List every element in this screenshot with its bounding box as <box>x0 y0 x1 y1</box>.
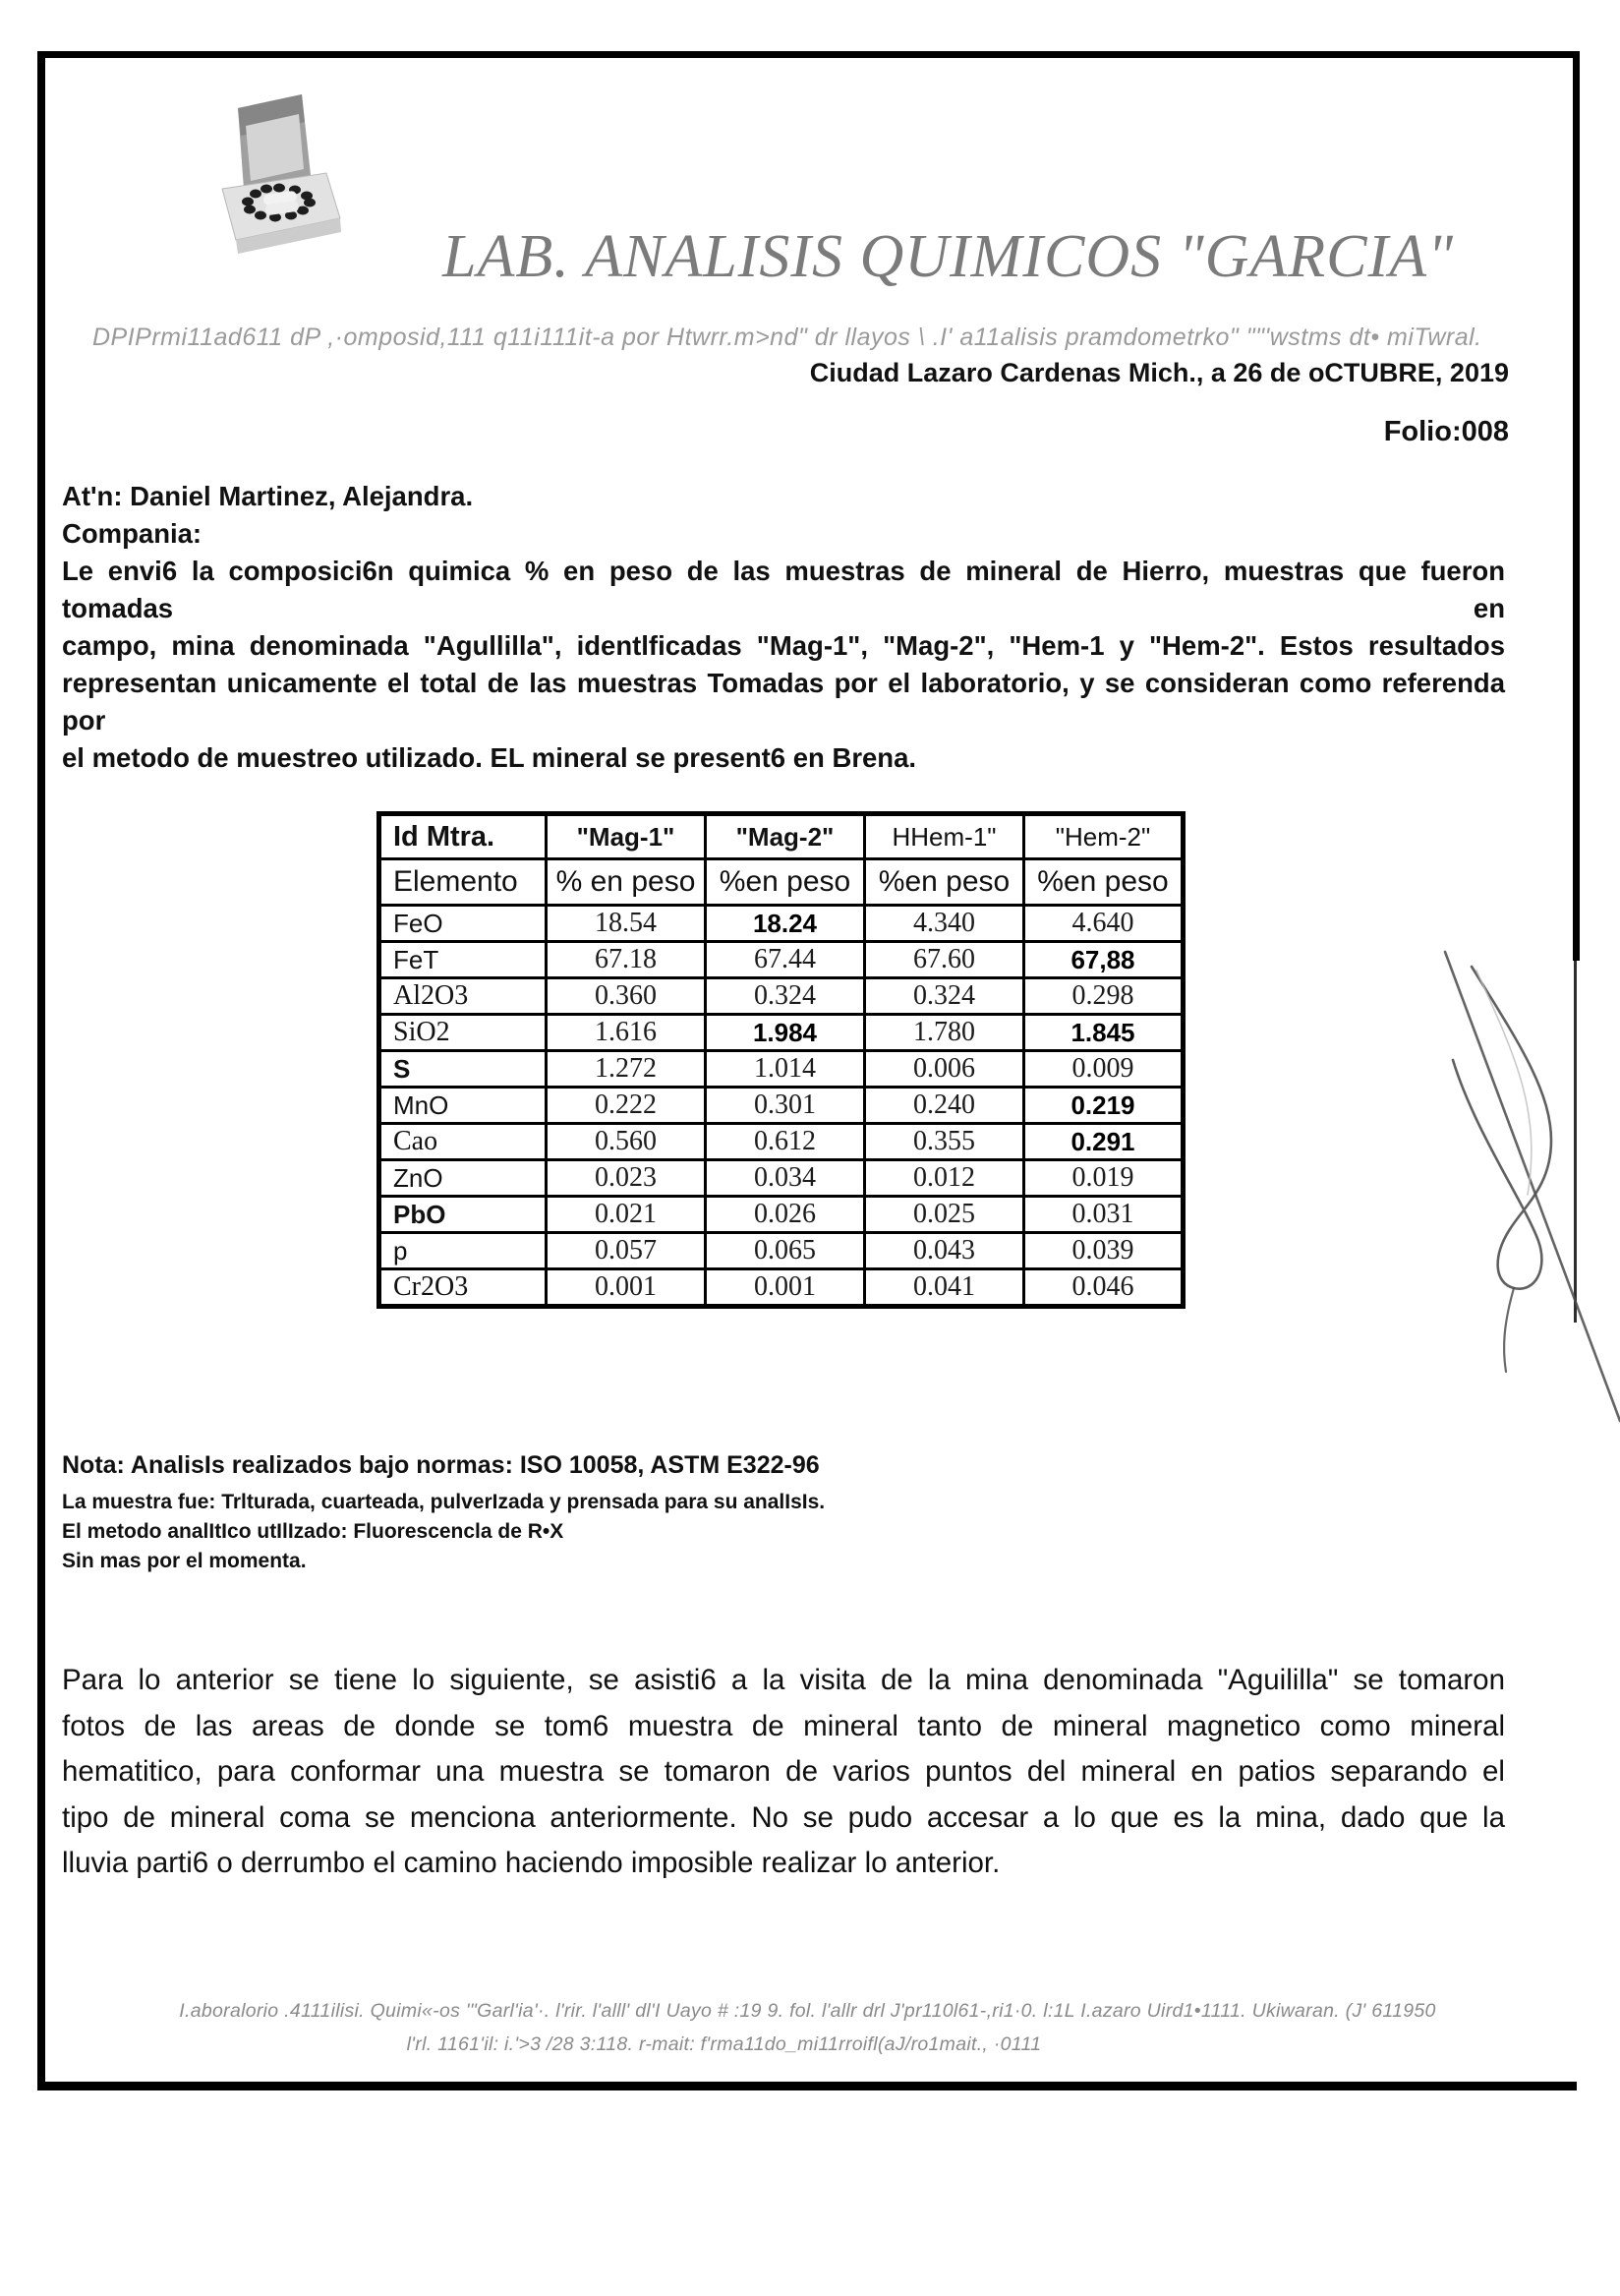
value-cell: 67.44 <box>706 942 865 978</box>
results-table-head <box>379 814 1184 906</box>
value-cell: 0.360 <box>547 978 706 1015</box>
element-cell: ZnO <box>379 1160 547 1197</box>
visit-line: lluvia parti6 o derrumbo el camino haciendo imposible realizar lo anterior. <box>62 1847 1001 1879</box>
table-row <box>379 978 1184 1015</box>
value-cell: 67.18 <box>547 942 706 978</box>
value-cell: 0.034 <box>706 1160 865 1197</box>
element-cell: S <box>379 1051 547 1088</box>
weight-percent-header: %en peso <box>706 859 865 906</box>
sample-name-header: HHem-1" <box>865 814 1024 859</box>
value-cell: 0.006 <box>865 1051 1024 1088</box>
value-cell: 0.612 <box>706 1124 865 1160</box>
table-row <box>379 1160 1184 1197</box>
note-closing: Sin mas por el momenta. <box>62 1550 307 1572</box>
value-cell: 0.298 <box>1024 978 1184 1015</box>
value-cell: 0.043 <box>865 1233 1024 1269</box>
sample-id-header: Id Mtra. <box>379 814 547 859</box>
element-cell: Cr2O3 <box>379 1269 547 1307</box>
weight-percent-header: % en peso <box>547 859 706 906</box>
value-cell: 18.24 <box>706 906 865 942</box>
value-cell: 0.355 <box>865 1124 1024 1160</box>
table-row <box>379 906 1184 942</box>
attention-line: At'n: Daniel Martinez, Alejandra. <box>62 481 474 511</box>
value-cell: 0.324 <box>865 978 1024 1015</box>
value-cell: 1.984 <box>706 1015 865 1051</box>
date-line: Ciudad Lazaro Cardenas Mich., a 26 de oCTUBRE, 2019 <box>809 358 1509 387</box>
signature-scribble <box>1406 900 1620 1436</box>
lab-title: LAB. ANALISIS QUIMICOS "GARCIA" <box>442 223 1455 290</box>
element-cell: Al2O3 <box>379 978 547 1015</box>
results-table <box>376 811 1186 1309</box>
element-cell: PbO <box>379 1197 547 1233</box>
table-row <box>379 1124 1184 1160</box>
table-row <box>379 942 1184 978</box>
value-cell: 1.616 <box>547 1015 706 1051</box>
value-cell: 0.039 <box>1024 1233 1184 1269</box>
value-cell: 0.324 <box>706 978 865 1015</box>
intro-line: el metodo de muestreo utilizado. EL mineral se present6 en Brena. <box>62 742 917 773</box>
value-cell: 4.640 <box>1024 906 1184 942</box>
value-cell: 0.046 <box>1024 1269 1184 1307</box>
element-cell: SiO2 <box>379 1015 547 1051</box>
intro-line: representan unicamente el total de las muestras Tomadas por el laboratorio, y se consideran como referenda por <box>62 668 1505 736</box>
value-cell: 67,88 <box>1024 942 1184 978</box>
value-cell: 0.021 <box>547 1197 706 1233</box>
page-border-left <box>37 51 45 2090</box>
intro-line: campo, mina denominada "Agullilla", identlficadas "Mag-1", "Mag-2", "Hem-1 y "Hem-2". Estos resultados <box>62 630 1505 661</box>
visit-line: tipo de mineral coma se menciona anteriormente. No se pudo accesar a lo que es la mina, dado que la <box>62 1800 1505 1834</box>
value-cell: 0.222 <box>547 1088 706 1124</box>
value-cell: 0.025 <box>865 1197 1024 1233</box>
value-cell: 18.54 <box>547 906 706 942</box>
note-sample-prep: La muestra fue: Trlturada, cuarteada, pulverIzada y prensada para su analIsIs. <box>62 1491 826 1513</box>
table-row <box>379 1197 1184 1233</box>
sample-name-header: "Mag-1" <box>547 814 706 859</box>
table-row <box>379 1015 1184 1051</box>
page-border-bottom <box>37 2082 1577 2090</box>
note-standards: Nota: AnalisIs realizados bajo normas: ISO 10058, ASTM E322-96 <box>62 1451 820 1479</box>
lab-instrument-logo-icon <box>208 90 346 256</box>
visit-report-paragraph <box>62 1658 1505 1887</box>
page-border-right <box>1573 51 1580 961</box>
weight-percent-header: %en peso <box>1024 859 1184 906</box>
element-cell: FeT <box>379 942 547 978</box>
value-cell: 1.014 <box>706 1051 865 1088</box>
value-cell: 0.009 <box>1024 1051 1184 1088</box>
table-row <box>379 1051 1184 1088</box>
value-cell: 1.272 <box>547 1051 706 1088</box>
value-cell: 0.031 <box>1024 1197 1184 1233</box>
value-cell: 0.240 <box>865 1088 1024 1124</box>
value-cell: 0.023 <box>547 1160 706 1197</box>
value-cell: 0.291 <box>1024 1124 1184 1160</box>
sample-name-header: "Mag-2" <box>706 814 865 859</box>
footer-contact-line: l'rl. 1161'il: i.'>3 /28 3:118. r-mait: f'rma11do_mi11rroifl(aJ/ro1mait., ·0111 <box>406 2033 1042 2055</box>
footer-address <box>39 2000 1576 2056</box>
lab-subtitle: DPIPrmi11ad611 dP ,·omposid,111 q11i111it-a por Htwrr.m>nd" dr llayos \ .I' a11alisis pramdometrko" ""'wstms dt• miTwral. <box>92 324 1482 351</box>
value-cell: 0.001 <box>706 1269 865 1307</box>
value-cell: 0.057 <box>547 1233 706 1269</box>
value-cell: 0.041 <box>865 1269 1024 1307</box>
element-cell: p <box>379 1233 547 1269</box>
footer-address-line: I.aboralorio .4111ilisi. Quimi«-os '"Garl'ia'·. l'rir. l'alll' dl'I Uayo # :19 9. fol. l'allr drl J'pr110l61-,ri1·0. l:1L I.azaro Uird1•1111. Ukiwaran. (J' 611950 <box>179 2000 1436 2022</box>
page-border-top <box>37 51 1580 58</box>
value-cell: 0.219 <box>1024 1088 1184 1124</box>
value-cell: 0.001 <box>547 1269 706 1307</box>
value-cell: 1.845 <box>1024 1015 1184 1051</box>
folio-number: Folio:008 <box>1383 416 1509 447</box>
element-header-row <box>379 859 1184 906</box>
element-column-header: Elemento <box>379 859 547 906</box>
company-line: Compania: <box>62 518 202 549</box>
table-row <box>379 1269 1184 1307</box>
value-cell: 0.560 <box>547 1124 706 1160</box>
intro-line: Le envi6 la composici6n quimica % en peso de las muestras de mineral de Hierro, muestras que fueron tomadas en <box>62 556 1505 623</box>
value-cell: 4.340 <box>865 906 1024 942</box>
visit-line: hematitico, para conformar una muestra se tomaron de varios puntos del mineral en patios separando el <box>62 1755 1505 1788</box>
notes-block <box>62 1451 825 1576</box>
visit-line: Para lo anterior se tiene lo siguiente, se asisti6 a la visita de la mina denominada "Aguililla" se tomaron <box>62 1664 1505 1696</box>
value-cell: 0.012 <box>865 1160 1024 1197</box>
value-cell: 0.019 <box>1024 1160 1184 1197</box>
sample-id-header-row <box>379 814 1184 859</box>
results-table-body <box>379 906 1184 1307</box>
weight-percent-header: %en peso <box>865 859 1024 906</box>
value-cell: 0.026 <box>706 1197 865 1233</box>
value-cell: 0.065 <box>706 1233 865 1269</box>
table-row <box>379 1088 1184 1124</box>
table-row <box>379 1233 1184 1269</box>
value-cell: 67.60 <box>865 942 1024 978</box>
value-cell: 1.780 <box>865 1015 1024 1051</box>
letter-intro <box>62 478 1505 777</box>
element-cell: Cao <box>379 1124 547 1160</box>
visit-line: fotos de las areas de donde se tom6 muestra de mineral tanto de mineral magnetico como mineral <box>62 1709 1505 1742</box>
sample-name-header: "Hem-2" <box>1024 814 1184 859</box>
results-table-container <box>376 811 1186 1309</box>
element-cell: MnO <box>379 1088 547 1124</box>
element-cell: FeO <box>379 906 547 942</box>
note-method: El metodo analItIco utIlIzado: Fluorescencla de R•X <box>62 1520 564 1543</box>
value-cell: 0.301 <box>706 1088 865 1124</box>
